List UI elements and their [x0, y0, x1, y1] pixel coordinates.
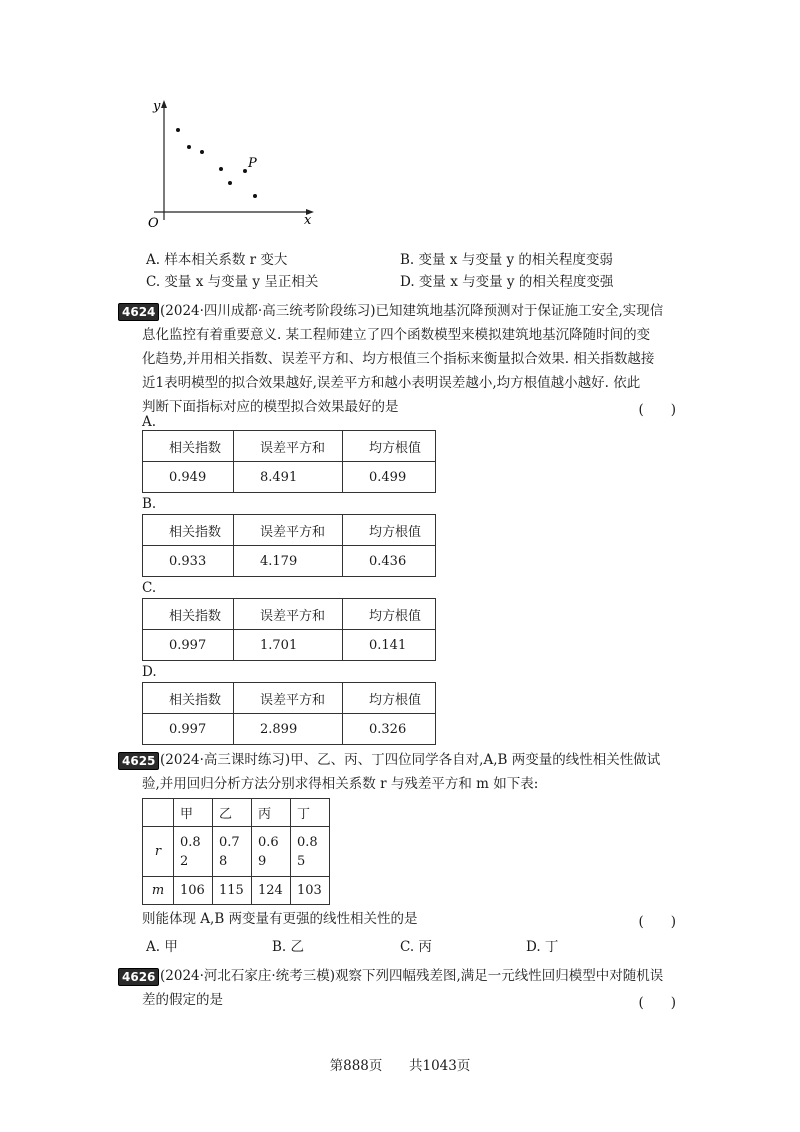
option-b-label[interactable]: B.: [142, 496, 157, 512]
question-4624-line1: (2024·四川成都·高三统考阶段练习)已知建筑地基沉降预测对于保证施工安全,实现信: [160, 303, 664, 319]
table-cell: 8.491: [234, 462, 343, 493]
table-cell: 2.899: [234, 714, 343, 745]
row-label-m: m: [143, 877, 174, 905]
table-header: 误差平方和: [234, 515, 343, 546]
row-label-r: r: [143, 827, 174, 877]
data-point: [176, 128, 180, 132]
table-header: 相关指数: [143, 683, 234, 714]
prev-option-c[interactable]: C. 变量 x 与变量 y 呈正相关: [146, 274, 319, 290]
table-cell: 0.141: [343, 630, 436, 661]
table-corner: [143, 799, 174, 827]
data-point: [187, 145, 191, 149]
table-header: 乙: [213, 799, 252, 827]
table-cell: 0.997: [143, 714, 234, 745]
table-header: 误差平方和: [234, 431, 343, 462]
data-point: [200, 150, 204, 154]
data-point: [219, 167, 223, 171]
option-d-label[interactable]: D.: [142, 664, 157, 680]
answer-paren: ( ): [638, 402, 676, 418]
table-cell: 124: [252, 877, 291, 905]
table-cell: 0.933: [143, 546, 234, 577]
table-header: 均方根值: [343, 683, 436, 714]
question-4625-prompt: 则能体现 A,B 两变量有更强的线性相关性的是: [142, 911, 418, 927]
table-header: 相关指数: [143, 599, 234, 630]
choice-d[interactable]: D. 丁: [526, 939, 559, 955]
scatter-plot: [140, 96, 330, 236]
table-cell: 0.6 9: [252, 827, 291, 877]
table-header: 甲: [174, 799, 213, 827]
table-cell: 4.179: [234, 546, 343, 577]
page-total: 共1043页: [409, 1058, 471, 1074]
table-cell: 0.326: [343, 714, 436, 745]
option-c-label[interactable]: C.: [142, 580, 157, 596]
question-4624-line2: 息化监控有着重要意义. 某工程师建立了四个函数模型来模拟建筑地基沉降随时间的变: [142, 327, 651, 343]
table-header: 均方根值: [343, 599, 436, 630]
table-cell: 0.949: [143, 462, 234, 493]
data-point: [253, 194, 257, 198]
table-header: 相关指数: [143, 431, 234, 462]
question-4625-line1: (2024·高三课时练习)甲、乙、丙、丁四位同学各自对,A,B 两变量的线性相关性做试: [160, 752, 661, 768]
y-axis-label: y: [153, 99, 161, 114]
option-a-table: [142, 430, 436, 493]
data-point-p: [243, 169, 247, 173]
table-cell: 0.499: [343, 462, 436, 493]
data-point: [228, 181, 232, 185]
table-header: 相关指数: [143, 515, 234, 546]
prev-option-a[interactable]: A. 样本相关系数 r 变大: [146, 252, 288, 268]
point-p-label: P: [248, 156, 257, 171]
question-4625-line2: 验,并用回归分析方法分别求得相关系数 r 与残差平方和 m 如下表:: [142, 776, 539, 792]
x-axis-label: x: [304, 213, 312, 228]
table-cell: 0.8 2: [174, 827, 213, 877]
page-number: 第888页: [329, 1058, 383, 1074]
choice-a[interactable]: A. 甲: [146, 939, 178, 955]
question-4624-line4: 近1表明模型的拟合效果越好,误差平方和越小表明误差越小,均方根值越小越好. 依此: [142, 375, 641, 391]
table-header: 误差平方和: [234, 683, 343, 714]
table-cell: 0.436: [343, 546, 436, 577]
option-a-label[interactable]: A.: [142, 414, 157, 430]
question-4624-line3: 化趋势,并用相关指数、误差平方和、均方根值三个指标来衡量拟合效果. 相关指数越接: [142, 351, 655, 367]
table-cell: 106: [174, 877, 213, 905]
prev-option-d[interactable]: D. 变量 x 与变量 y 的相关程度变强: [400, 274, 614, 290]
table-header: 均方根值: [343, 515, 436, 546]
option-b-table: [142, 514, 436, 577]
table-cell: 115: [213, 877, 252, 905]
choice-b[interactable]: B. 乙: [272, 939, 305, 955]
table-cell: 1.701: [234, 630, 343, 661]
answer-paren: ( ): [638, 914, 676, 930]
question-4626-line1: (2024·河北石家庄·统考三模)观察下列四幅残差图,满足一元线性回归模型中对随机误: [160, 968, 664, 984]
table-cell: 0.8 5: [291, 827, 330, 877]
question-4626-line2: 差的假定的是: [142, 992, 223, 1008]
table-header: 丁: [291, 799, 330, 827]
question-number-badge: 4624: [118, 303, 162, 321]
y-axis-arrow: [161, 100, 167, 108]
table-cell: 103: [291, 877, 330, 905]
table-header: 丙: [252, 799, 291, 827]
option-d-table: [142, 682, 436, 745]
answer-paren: ( ): [638, 995, 676, 1011]
option-c-table: [142, 598, 436, 661]
question-number-badge: 4626: [118, 968, 162, 986]
table-cell: 0.997: [143, 630, 234, 661]
prev-option-b[interactable]: B. 变量 x 与变量 y 的相关程度变弱: [400, 252, 613, 268]
question-number-badge: 4625: [118, 752, 162, 770]
choice-c[interactable]: C. 丙: [400, 939, 432, 955]
table-header: 误差平方和: [234, 599, 343, 630]
question-4624-line5: 判断下面指标对应的模型拟合效果最好的是: [142, 399, 399, 415]
page-footer: [0, 1054, 800, 1074]
table-cell: 0.7 8: [213, 827, 252, 877]
table-header: 均方根值: [343, 431, 436, 462]
origin-label: O: [148, 216, 159, 231]
correlation-table: [142, 798, 330, 905]
